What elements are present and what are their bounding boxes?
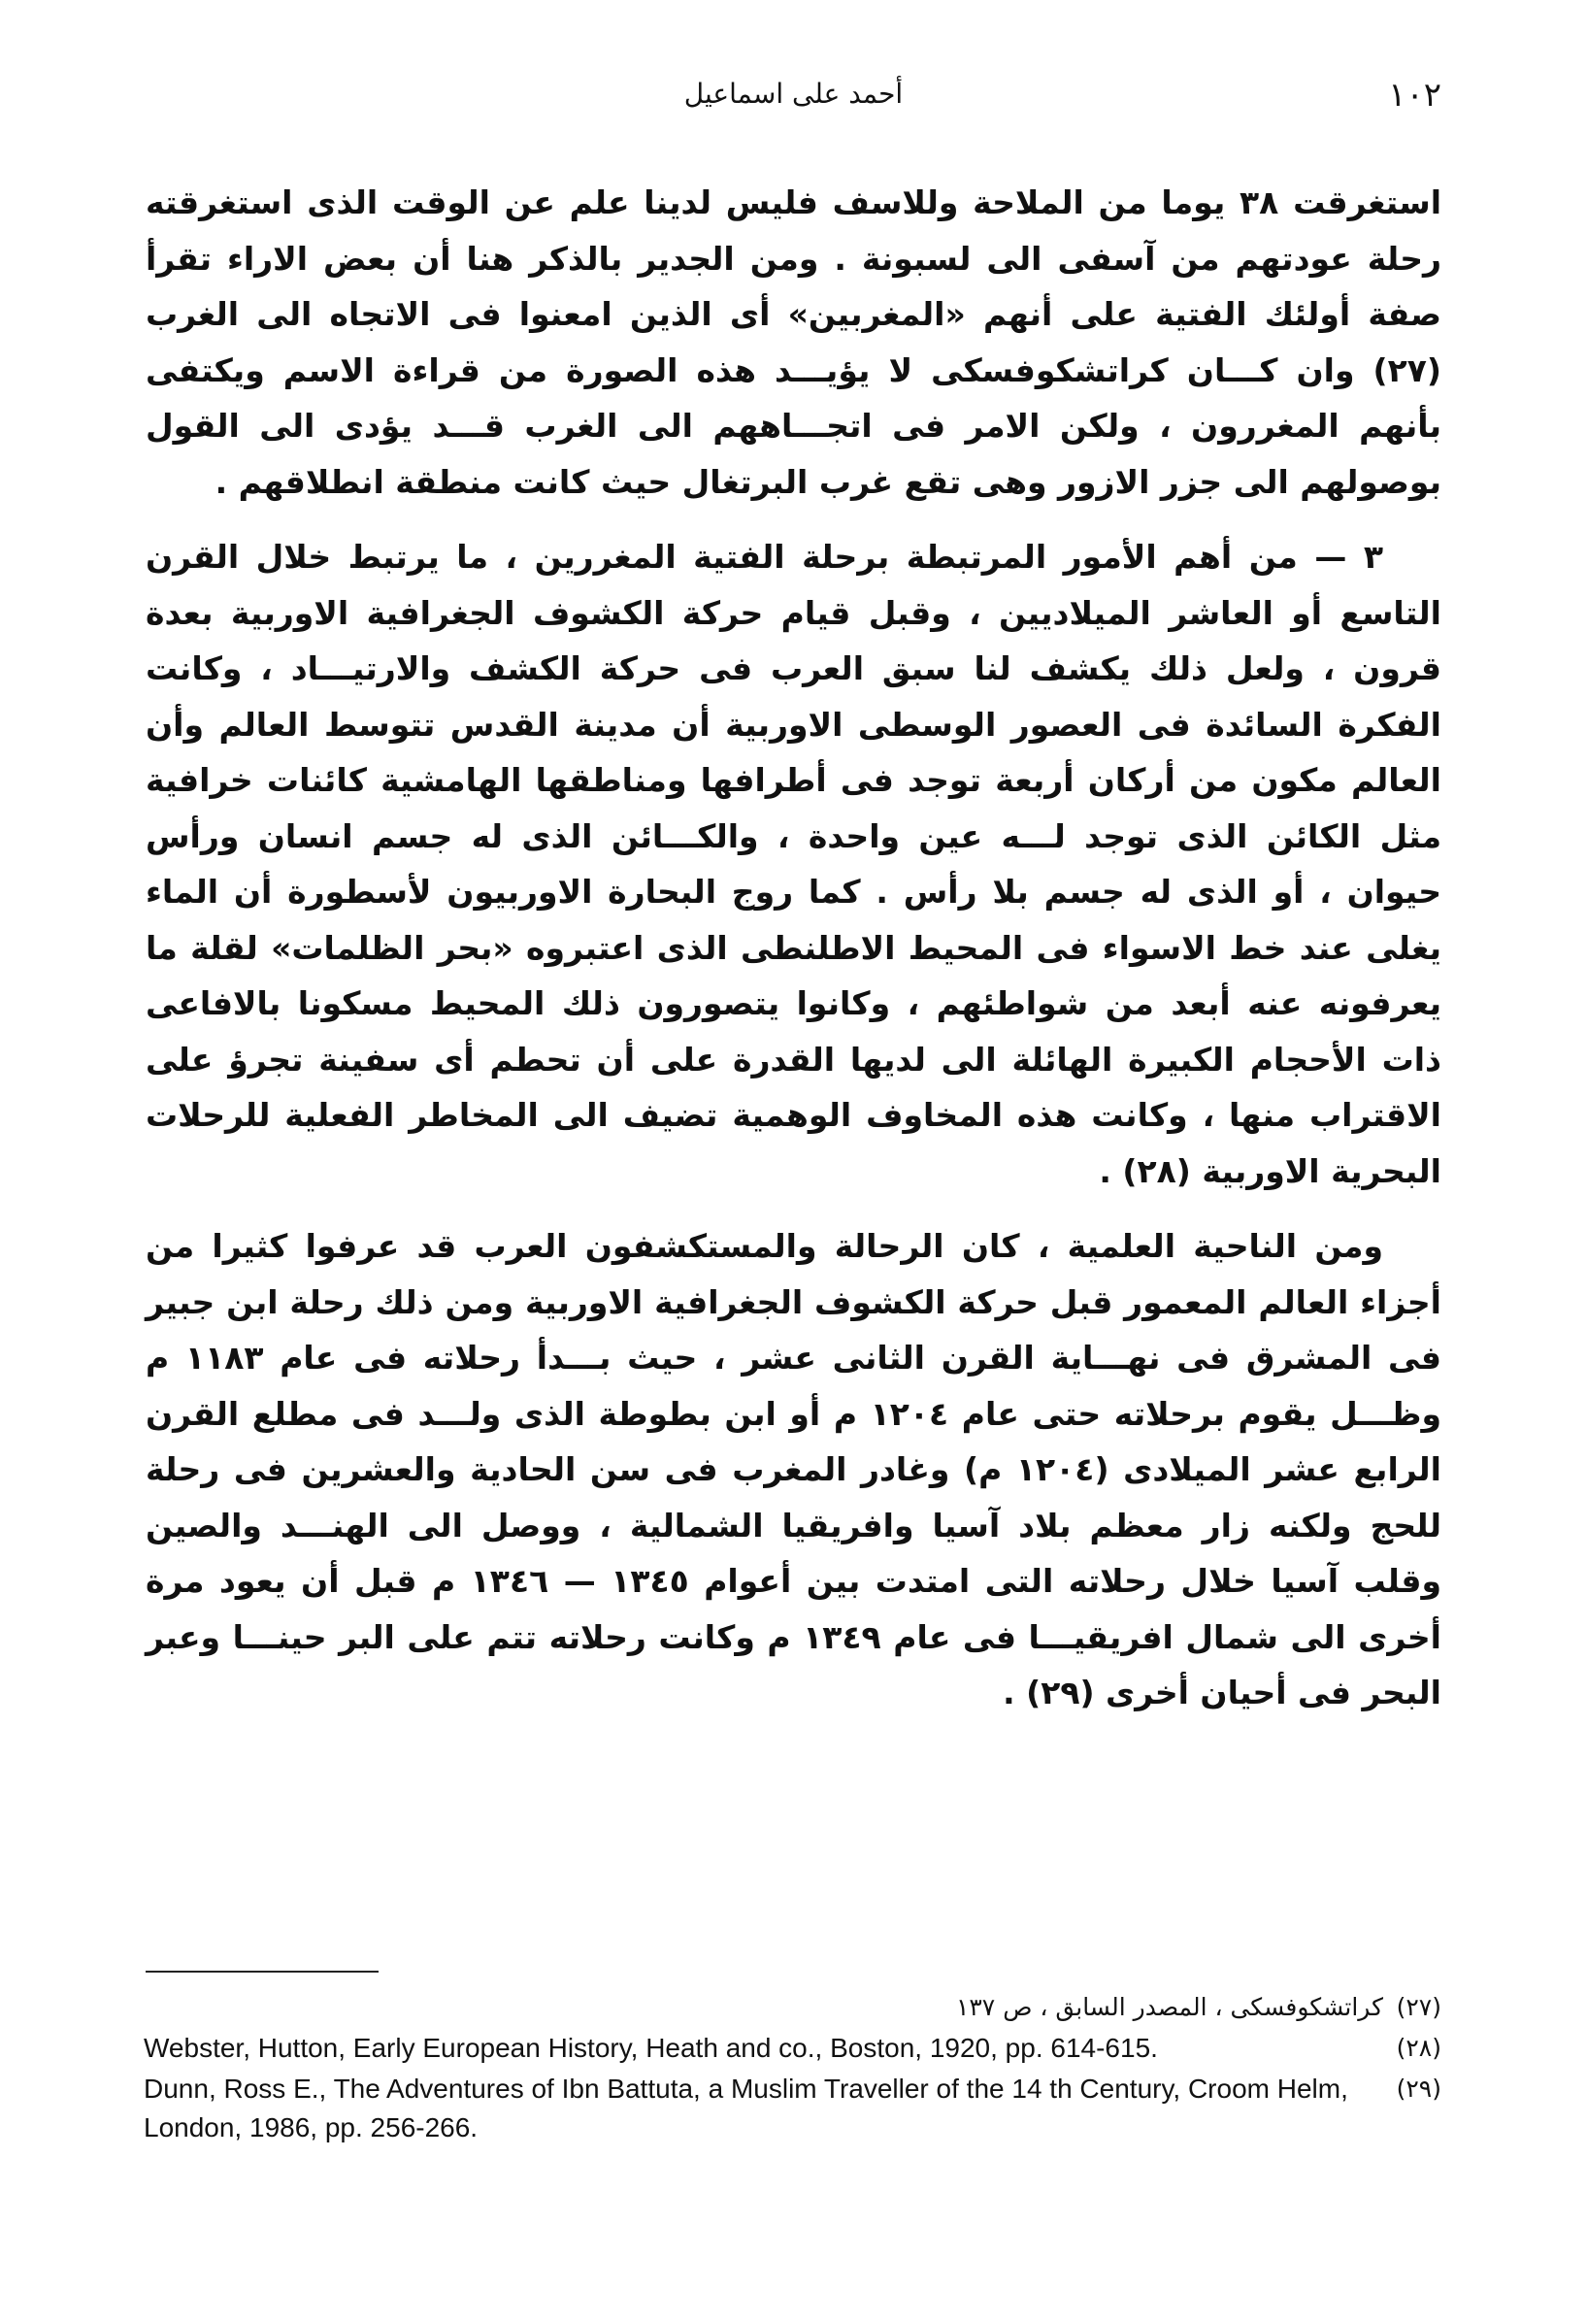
footnote: [144, 2029, 1441, 2068]
page-header: [146, 76, 1441, 124]
page-number: ١٠٢: [1388, 76, 1441, 115]
footnote-number: (٢٨): [1396, 2034, 1441, 2062]
footnote-text: Dunn, Ross E., The Adventures of Ibn Battuta, a Muslim Traveller of the 14 th Century, Croom Helm, London, 1986, pp. 256-266.: [144, 2074, 1348, 2142]
body-text: [146, 175, 1441, 1721]
footnotes: [144, 1988, 1441, 2149]
footnote: [144, 1988, 1441, 2027]
footnote-number: (٢٧): [1396, 1993, 1441, 2021]
footnote-text: Webster, Hutton, Early European History, Heath and co., Boston, 1920, pp. 614-615.: [144, 2033, 1158, 2063]
footnote-text: كراتشكوفسكى ، المصدر السابق ، ص ١٣٧: [955, 1993, 1383, 2021]
footnote: [144, 2070, 1441, 2147]
footnote-number: (٢٩): [1396, 2075, 1441, 2103]
paragraph: استغرقت ٣٨ يوما من الملاحة وللاسف فليس لدينا علم عن الوقت الذى استغرقته رحلة عودتهم من آسفى الى لسبونة . ومن الجدير بالذكر هنا أن بعض الاراء تقرأ صفة أولئك الفتية على أنهم «المغربين» أى الذين امعنوا فى الاتجاه الى الغرب (٢٧) وان كـــان كراتشكوفسكى لا يؤيـــد هذه الصورة من قراءة الاسم ويكتفى بأنهم المغررون ، ولكن الامر فى اتجـــاههم الى الغرب قـــد يؤدى الى القول بوصولهم الى جزر الازور وهى تقع غرب البرتغال حيث كانت منطقة انطلاقهم .: [146, 183, 1441, 501]
paragraph: ومن الناحية العلمية ، كان الرحالة والمستكشفون العرب قد عرفوا كثيرا من أجزاء العالم المعمور قبل حركة الكشوف الجغرافية الاوربية ومن ذلك رحلة ابن جبير فى المشرق فى نهـــاية القرن الثانى عشر ، حيث بـــدأ رحلاته فى عام ١١٨٣ م وظـــل يقوم برحلاته حتى عام ١٢٠٤ م أو ابن بطوطة الذى ولـــد فى مطلع القرن الرابع عشر الميلادى (١٢٠٤ م) وغادر المغرب فى سن الحادية والعشرين فى رحلة للحج ولكنه زار معظم بلاد آسيا وافريقيا الشمالية ، ووصل الى الهنـــد والصين وقلب آسيا خلال رحلاته التى امتدت بين أعوام ١٣٤٥ — ١٣٤٦ م قبل أن يعود مرة أخرى الى شمال افريقيـــا فى عام ١٣٤٩ م وكانت رحلاته تتم على البر حينـــا وعبر البحر فى أحيان أخرى (٢٩) .: [146, 1227, 1442, 1711]
paragraph: ٣ — من أهم الأمور المرتبطة برحلة الفتية المغررين ، ما يرتبط خلال القرن التاسع أو العاشر الميلاديين ، وقبل قيام حركة الكشوف الجغرافية الاوربية بعدة قرون ، ولعل ذلك يكشف لنا سبق العرب فى حركة الكشف والارتيـــاد ، وكانت الفكرة السائدة فى العصور الوسطى الاوربية أن مدينة القدس تتوسط العالم وأن العالم مكون من أركان أربعة توجد فى أطرافها ومناطقها الهامشية كائنات خرافية مثل الكائن الذى توجد لـــه عين واحدة ، والكـــائن الذى له جسم انسان ورأس حيوان ، أو الذى له جسم بلا رأس . كما روج البحارة الاوربيون لأسطورة أن الماء يغلى عند خط الاسواء فى المحيط الاطلنطى الذى اعتبروه «بحر الظلمات» لقلة ما يعرفونه عنه أبعد من شواطئهم ، وكانوا يتصورون ذلك المحيط مسكونا بالافاعى ذات الأحجام الكبيرة الهائلة الى لديها القدرة على أن تحطم أى سفينة تجرؤ على الاقتراب منها ، وكانت هذه المخاوف الوهمية تضيف الى المخاطر الفعلية للرحلات البحرية الاوربية (٢٨) .: [146, 538, 1441, 1190]
footnote-divider: [146, 1971, 379, 1973]
running-title: أحمد على اسماعيل: [683, 78, 904, 110]
